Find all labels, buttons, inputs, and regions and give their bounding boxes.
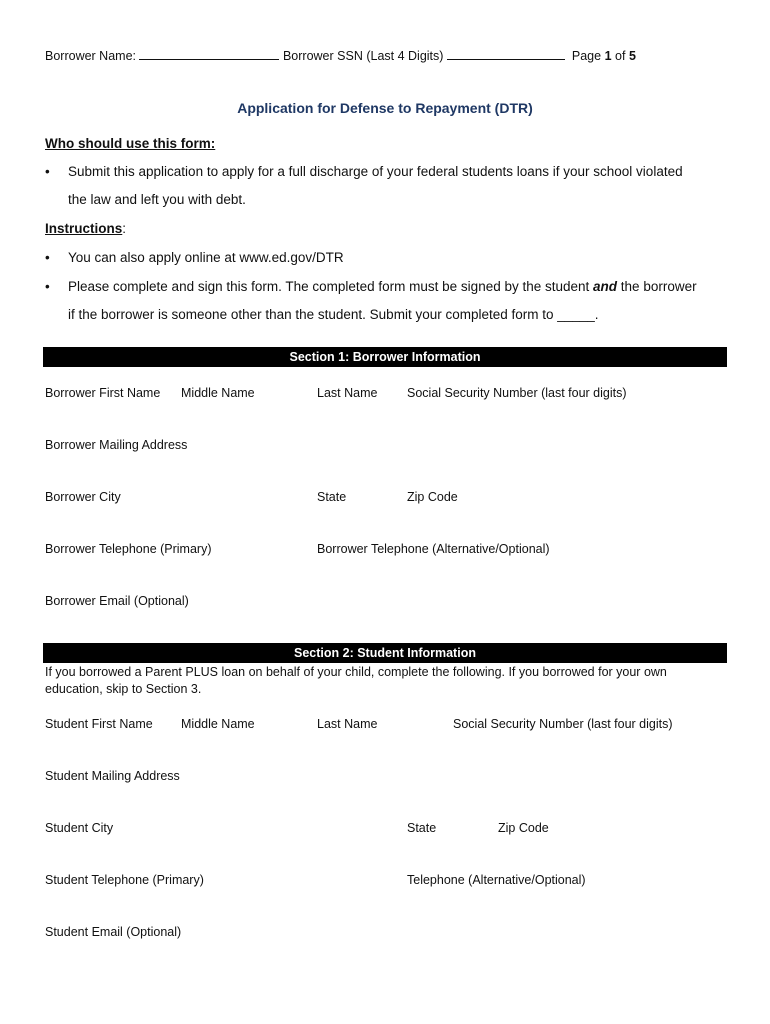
section2-intro-line2: education, skip to Section 3.	[45, 682, 202, 696]
section2-intro-line1: If you borrowed a Parent PLUS loan on behalf of your child, complete the following. If you borrowed for your own	[45, 665, 667, 679]
student-middle-name-label: Middle Name	[181, 717, 255, 731]
instructions-bullet2-line2: if the borrower is someone other than the student. Submit your completed form to _____.	[68, 307, 599, 322]
who-heading: Who should use this form:	[45, 136, 216, 151]
bullet-icon: •	[45, 279, 50, 294]
borrower-telephone-alt-label: Borrower Telephone (Alternative/Optional)	[317, 542, 550, 556]
page-header	[45, 47, 636, 63]
student-telephone-alt-label: Telephone (Alternative/Optional)	[407, 873, 586, 887]
page-number: Page 1 of 5	[571, 49, 636, 63]
who-bullet-line2: the law and left you with debt.	[68, 192, 246, 207]
page-title: Application for Defense to Repayment (DTR)	[237, 100, 533, 116]
bullet-icon: •	[45, 250, 50, 265]
student-email-label: Student Email (Optional)	[45, 925, 182, 939]
student-zip-label: Zip Code	[498, 821, 549, 835]
borrower-name-label: Borrower Name:	[45, 49, 136, 63]
student-last-name-label: Last Name	[317, 717, 378, 731]
borrower-last-name-label: Last Name	[317, 386, 378, 400]
student-telephone-primary-label: Student Telephone (Primary)	[45, 873, 204, 887]
borrower-email-label: Borrower Email (Optional)	[45, 594, 189, 608]
borrower-zip-label: Zip Code	[407, 490, 458, 504]
instructions-bullet1: You can also apply online at www.ed.gov/DTR	[68, 250, 344, 265]
student-city-label: Student City	[45, 821, 114, 835]
instructions-bullet2: Please complete and sign this form. The completed form must be signed by the student and the borrower	[68, 279, 697, 294]
borrower-city-label: Borrower City	[45, 490, 121, 504]
who-bullet-line1: Submit this application to apply for a full discharge of your federal students loans if your school violated	[68, 164, 683, 179]
borrower-middle-name-label: Middle Name	[181, 386, 255, 400]
borrower-telephone-primary-label: Borrower Telephone (Primary)	[45, 542, 212, 556]
borrower-first-name-label: Borrower First Name	[45, 386, 161, 400]
borrower-ssn-field[interactable]	[447, 47, 565, 60]
section1-header: Section 1: Borrower Information	[43, 347, 727, 367]
instructions-heading: Instructions:	[45, 221, 127, 236]
borrower-state-label: State	[317, 490, 347, 504]
borrower-name-field[interactable]	[139, 47, 279, 60]
borrower-ssn-field-label: Social Security Number (last four digits)	[407, 386, 627, 400]
section2-header: Section 2: Student Information	[43, 643, 727, 663]
student-mailing-address-label: Student Mailing Address	[45, 769, 180, 783]
student-ssn-label: Social Security Number (last four digits)	[453, 717, 673, 731]
student-state-label: State	[407, 821, 437, 835]
borrower-mailing-address-label: Borrower Mailing Address	[45, 438, 188, 452]
student-first-name-label: Student First Name	[45, 717, 153, 731]
bullet-icon: •	[45, 164, 50, 179]
borrower-ssn-label: Borrower SSN (Last 4 Digits)	[282, 49, 444, 63]
